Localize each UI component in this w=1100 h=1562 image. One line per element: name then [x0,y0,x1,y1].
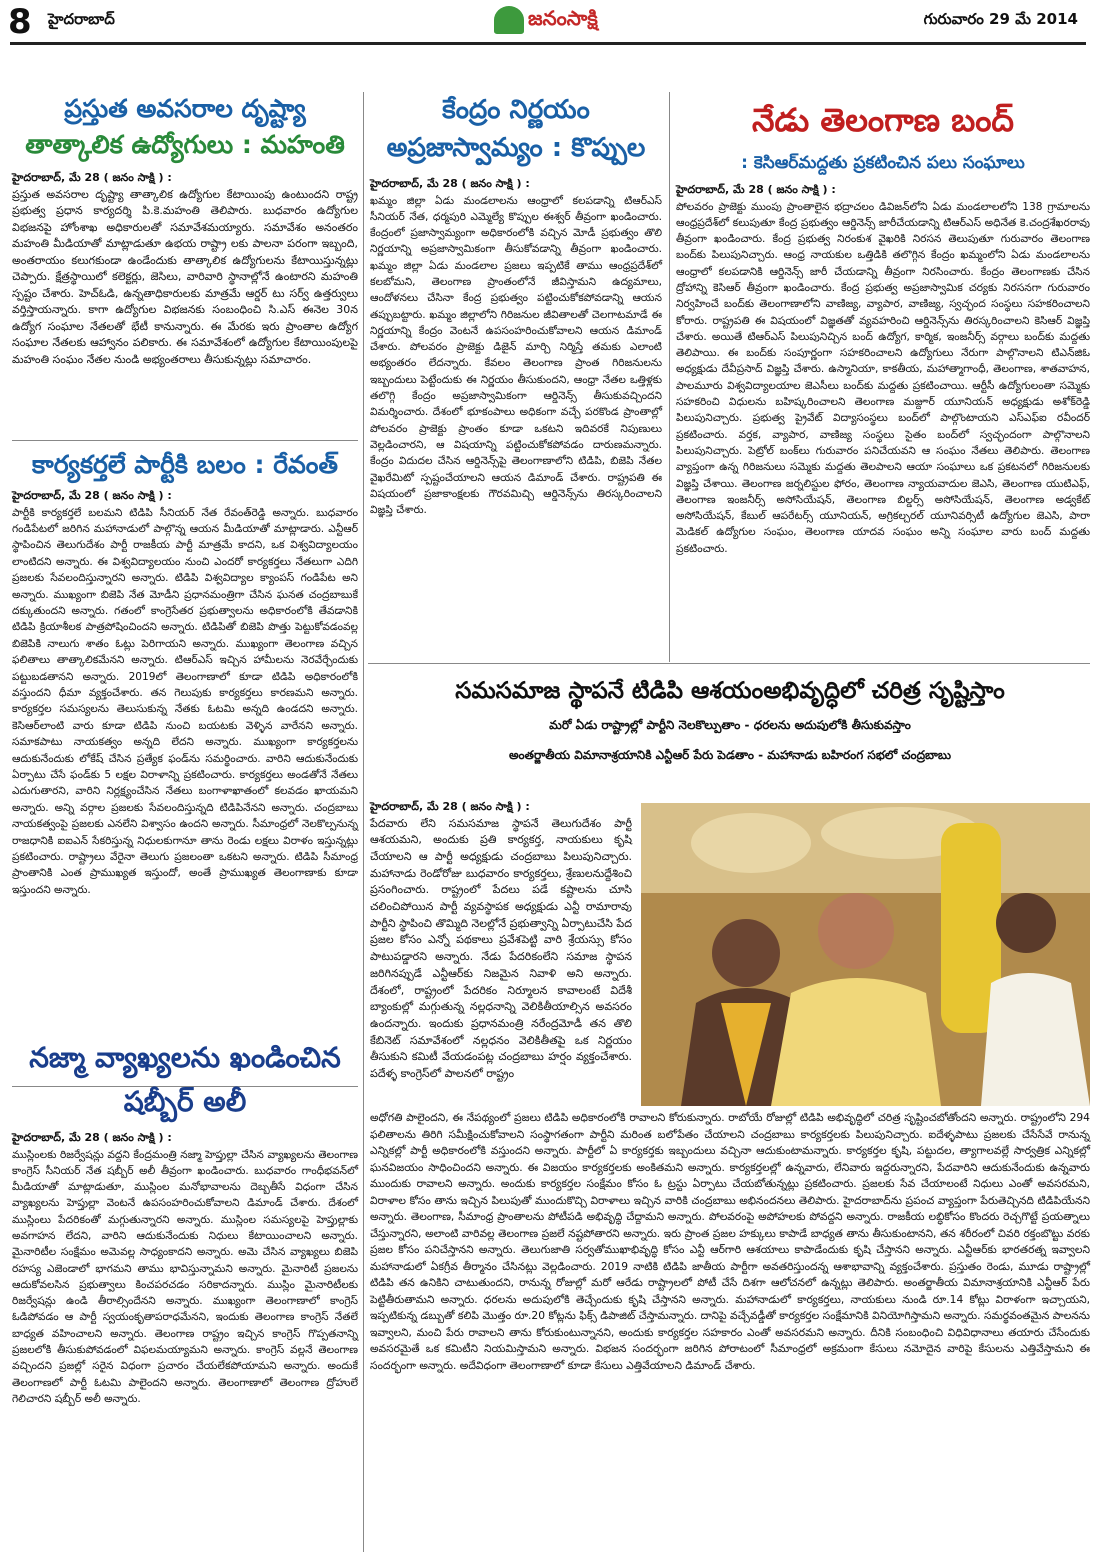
article-title: కేంద్రం నిర్ణయం [442,95,590,125]
article-title: నజ్మా వ్యాఖ్యలను ఖండించిన [29,1041,341,1074]
article-body: పోలవరం ప్రాజెక్టు ముంపు ప్రాంతాలైన భద్రాచలం డివిజన్‌లోని ఏడు మండలాలలోని 138 గ్రామాలను ఆంధ్రప్రదేశ్‌లో కలుపుతూ కేంద్ర ప్రభుత్వం ఆర్డినెన్స్‌ జారీచేయడాన్ని టిఆర్‌ఎస్‌ అధినేత కె.చంద్రశేఖరరావు తీవ్రంగా ఖండించారు. కేంద్ర ప్రభుత్వ నిరంకుశ వైఖరికి నిరసన తెలుపుతూ గురువారం తెలంగాణ బంద్‌కు పిలుపునిచ్చారు. ఆంధ్ర నాయకుల ఒత్తిడికి తలొగ్గిన కేంద్రం ఖమ్మంలోని ఏడు మండలాలను ఆంధ్రాలో కలపడానికి ఆర్డినెన్స్‌ జారీ చేయడాన్ని తీవ్రంగా నిరసించారు. కేంద్రం తెలంగాణకు చేసిన ద్రోహాన్ని కెసిఆర్‌ తీవ్రంగా ఖండించారు. కేంద్ర ప్రభుత్వ అప్రజాస్వామిక చర్యకు నిరసనగా గురువారం నిర్వహించే బంద్‌కు తెలంగాణాలోని వాణిజ్య, వ్యాపార, వాణిజ్య, స్వచ్ఛంద సంస్థలు సహకరించాలని కోరారు. రాష్ట్రపతి ఈ విషయంలో విజ్ఞతతో వ్యవహరించి ఆర్డినెన్స్‌ను తిరస్కరించాలని కెసిఆర్‌ విజ్ఞప్తి చేశారు. అయితే టిఆర్‌ఎస్‌ పిలుపునిచ్చిన బంద్‌ ఉద్యోగ, కార్మిక, ఇంజనీర్స్‌ వర్గాలు బంద్‌కు మద్దతు తెలిపాయి. ఈ బంద్‌కు సంపూర్ణంగా సహకరించాలని ఉద్యోగులు నేరుగా పాల్గొనాలని టిఎన్‌జిఓ అధ్యక్షుడు దేవీప్రసాద్‌ విజ్ఞప్తి చేశారు. ఉస్మానియా, కాకతీయ, మహాత్మాగాంధీ, తెలంగాణ, శాతవాహన, పాలమూరు విశ్వవిద్యాలయాల జెఎసీలు బంద్‌కు మద్దతు ప్రకటించాయి. ఆర్టీసీ ఉద్యోగులంతా సమ్మెకు సహకరించి విధులను బహిష్కరించాలని తెలంగాణ మజ్దూర్‌ యూనియన్‌ అధ్యక్షుడు అశోక్‌రెడ్డి పిలుపునిచ్చారు. ప్రభుత్వ ప్రైవేట్‌ విద్యాసంస్థలు బంద్‌లో పాల్గొంటాయని ఎస్‌ఎఫ్‌ఐ రవీందర్‌ ప్రకటించారు. వర్తక, వ్యాపార, వాణిజ్య సంస్థలు సైతం బంద్‌లో స్వచ్ఛందంగా పాల్గొనాలని పిలుపునిచ్చారు. పెట్రోల్‌ బంక్‌లు గురువారం పనిచేయవని ఆ సంఘం నేతలు తెలిపారు. తెలంగాణ వ్యాప్తంగా ఉన్న గిరిజనులు సమ్మెకు మద్దతు తెలపాలని ఆయా సంఘాలు ఒక ప్రకటనలో గిరిజనులకు విజ్ఞప్తి చేశాయి. తెలంగాణ జర్నలిస్టుల ఫోరం, తెలంగాణ న్యాయవాదుల జెఎసి, తెలంగాణ యుటిఎఫ్‌, తెలంగాణ ఇంజనీర్స్‌ అసోసియేషన్‌, తెలంగాణ బిల్డర్స్‌ అసోసియేషన్‌, తెలంగాణ అడ్వకేట్‌ అసోసియేషన్‌, కేబుల్‌ ఆపరేటర్స్‌ యూనియన్‌, అగ్రికల్చరల్‌ యూనివర్సిటీ ఉద్యోగుల జెఎసి, పారా మెడికల్‌ ఉద్యోగుల సంఘం, తెలంగాణ యాదవ సంఘం అన్ని సంఘాల వారు బంద్‌ మద్దతు ప్రకటించారు. [676,200,1090,555]
article-byline: హైదరాబాద్‌, మే 28 ( జనం సాక్షి ) : [370,800,530,813]
chandrababu-photo [641,803,1090,1106]
lead-headline: సమసమాజ స్థాపనే టిడిపి ఆశయంఅభివృద్ధిలో చరిత్ర సృష్టిస్తాం [455,678,1005,704]
page-number: 8 [8,2,32,42]
city-label: హైదరాబాద్ [48,10,115,28]
issue-date: గురువారం 29 మే 2014 [923,10,1078,28]
article-body: పేదవారు లేని సమసమాజ స్థాపనే తెలుగుదేశం పార్టీ ఆశయమని, అందుకు ప్రతి కార్యకర్త, నాయకులు కృషి చేయాలని ఆ పార్టీ అధ్యక్షుడు చంద్రబాబు పిలుపునిచ్చారు. మహానాడు రెండోరోజు బుధవారం కార్యకర్తలు, శ్రేణులనుద్దేశించి ప్రసంగించారు. రాష్ట్రంలో పేదలు పడే కష్టాలను చూసి చలించిపోయిన పార్టీ వ్యవస్థాపక అధ్యక్షుడు ఎన్టీ రామారావు పార్టీని స్థాపించి తొమ్మిది నెలల్లోనే ప్రభుత్వాన్ని ఏర్పాటుచేసి పేద ప్రజల కోసం ఎన్నో పథకాలు ప్రవేశపెట్టి వారి శ్రేయస్సు కోసం పాటుపడ్డారని అన్నారు. నేడు పేదరికంలేని సమాజ స్థాపన జరిగినప్పుడే ఎన్టీఆర్‌కు నిజమైన నివాళి అని అన్నారు. దేశంలో, రాష్ట్రంలో పేదరికం నిర్మూలన కావాలంటే విదేశీ బ్యాంకుల్లో మగ్గుతున్న నల్లధనాన్ని వెలికితీయాల్సిన అవసరం ఉందన్నారు. ఇందుకు ప్రధానమంత్రి నరేంద్రమోడీ తన తొలి కేబినెట్‌ సమావేశంలో నల్లధనం వెలికితీతపై ఒక నిర్ణయం తీసుకుని కమిటీ వేయడంపట్ల చంద్రబాబు హర్షం వ్యక్తంచేశారు. పదేళ్ళ కాంగ్రెస్‌లో పాలనలో రాష్ట్రం [370,816,632,1081]
article-body: పార్టీకి కార్యకర్తలే బలమని టిడిపి సీనియర్‌ నేత రేవంత్‌రెడ్డి అన్నారు. బుధవారం గండిపేటలో జరిగిన మహానాడులో పాల్గొన్న ఆయన మీడియాతో మాట్లాడారు. ఎన్టీఆర్‌ స్థాపించిన తెలుగుదేశం పార్టీ రాజకీయ పార్టీ మాత్రమే కాదని, ఒక విశ్వవిద్యాలయం లాంటిదని అన్నారు. ఈ విశ్వవిద్యాలయం నుంచి ఎందరో కార్యకర్తలు నేతలుగా ఎదిగి ప్రజలకు సేవలందిస్తున్నారని అన్నారు. టిడిపి విశ్వవిద్యాల క్యాంపస్‌ గండిపేట అని అన్నారు. ముఖ్యంగా బిజెపి నేత మోడీని ప్రధానమంత్రిగా చేసిన ఘనత చంద్రబాబుకే దక్కుతుందని అన్నారు. గతంలో కాంగ్రెసేతర ప్రభుత్వాలను అధికారంలోకి తేవడానికి టిడిపి క్రియాశీలక పాత్రపోషించిందని అన్నారు. టిడిపితో బిజెపి పొత్తు పెట్టుకోవడంవల్ల బిజెపికి నాలుగు శాతం ఓట్లు పెరిగాయని అన్నారు. ముఖ్యంగా తెలంగాణ వచ్చిన ఫలితాలు తాత్కాలికమేనని అన్నారు. టిఆర్‌ఎస్‌ ఇచ్చిన హామీలను నెరవేర్చేందుకు పట్టుబడతానని అన్నారు. 2019లో తెలంగాణాలో కూడా టిడిపి అధికారంలోకి వస్తుందని ధీమా వ్యక్తంచేశారు. తన గెలుపుకు కార్యకర్తలు కారణమని అన్నారు. కార్యకర్తల సమస్యలను తెలుసుకున్న నేతకు ఓటమి అన్నది ఉండదని అన్నారు. కెసిఆర్‌లాంటి వారు కూడా టిడిపి నుంచి బయటకు వెళ్ళిన వారేనని అన్నారు. సమాకపాటు నాయకత్వం అన్నది లేదని అన్నారు. ముఖ్యంగా కార్యకర్తలను ఆదుకునేందుకు లోకేష్‌ చేసిన ప్రత్యేక ఫండ్‌ను సమర్థించారు. వారిని ఆదుకునేందుకు ఏర్పాటు చేసే ఫండ్‌కు 5 లక్షల విరాళాన్ని ప్రకటించారు. కార్యకర్తలు అండతోనే నేతలు ఎదుగుతారని, వారిని నిర్లక్ష్యంచేసిన నేతలు బంగాళాఖాతంలో కలవడం ఖాయమని అన్నారు. అన్ని వర్గాల ప్రజలకు సేవలందిస్తున్నది టిడిపినేనని అన్నారు. చంద్రబాబు నాయకత్వంపై ప్రజలకు ఎనలేని విశ్వాసం ఉందని అన్నారు. సీమాంధ్రలో నెలకొల్పనున్న రాజధానికి ఐఐఎన్‌ సేకరిస్తున్న నిధులకుగానూ తాను రెండు లక్షలు విరాళం ఇస్తున్నట్లు ప్రకటించారు. రాష్ట్రాలు వేరైనా తెలుగు ప్రజలంతా ఒకటని అన్నారు. టిడిపి సీమాంధ్ర ప్రాంతానికి ఎంత ప్రాముఖ్యత ఇస్తుందో, అంతే ప్రాముఖ్యత తెలంగాణాకు కూడా ఇస్తుందని అన్నారు. [12,506,358,896]
article-body: అధోగతి పాలైందని, ఈ నేపథ్యంలో ప్రజలు టిడిపి అధికారంలోకి రావాలని కోరుకున్నారు. రాబోయే రోజుల్లో టిడిపి అభివృద్ధిలో చరిత్ర సృష్టించబోతోందని అన్నారు. రాష్ట్రంలోని 294 ఫలితాలను తిరిగి సమీక్షించుకోవాలని సంస్థాగతంగా పార్టీని మరింత బలోపేతం చేయాలని చంద్రబాబు కార్యకర్తలకు పిలుపునిచ్చారు. ఐదేళ్ళపాటు ప్రజలకు చేసేసేవే రానున్న ఎన్నికల్లో పార్టీ అధికారంలోకి వస్తుందని అన్నారు. పార్టీలో ఏ కార్యకర్తకు ఇబ్బందులు వచ్చినా ఆదుకుంటామన్నారు. కార్యకర్తల కృషి, పట్టుదల, త్యాగాలవల్లే సార్వత్రిక ఎన్నికల్లో ఘనవిజయం సాధించిందని అన్నారు. ఈ విజయం కార్యకర్తలకు అంకితమని అన్నారు. కార్యకర్తలల్లో ఉన్నవారు, లేనివారు ఇద్దరున్నారని, పేదవారిని ఆదుకునేందుకు ఉన్నవారు ముందుకు రావాలని అన్నారు. అందుకు కార్యకర్తల సంక్షేమం కోసం ఓ ట్రస్టు ఏర్పాటు చేయబోతున్నట్లు ప్రకటించారు. ప్రజలకు సేవ చేయాలంటే నిధులు ఎంతో అవసరమని, విరాళాల కోసం తాను ఇచ్చిన పిలుపుతో ముందుకొచ్చి విరాళాలు ఇచ్చిన వారికి చంద్రబాబు అభినందనలు తెలిపారు. హైదరాబాద్‌ను ప్రపంచ వ్యాప్తంగా పేరుతెచ్చినది టిడిపియేనని అన్నారు. తెలంగాణ, సీమాంధ్ర ప్రాంతాలను పోటీపడి అభివృద్ధి చేద్దామని అన్నారు. పోలవరంపై అపోహలకు పోవద్దని అన్నారు. రాజకీయ లబ్ధికోసం కొందరు రెచ్చగొట్టే ప్రయత్నాలు చేస్తున్నారని, అలాంటి వారివల్ల తెలంగాణ ప్రజలే నష్టపోతారని అన్నారు. ఇరు ప్రాంత ప్రజల హక్కులు కాపాడే బాధ్యత తాను తీసుకుంటానని, తన శరీరంలో చివరి రక్తంబొట్టు వరకు ప్రజల కోసం పనిచేస్తానని అన్నారు. తెలుగుజాతి సర్వతోముఖాభివృద్ధి కోసం ఎన్టీ ఆర్‌గారి ఆశయాలు కాపాడేందుకు కృషి చేస్తానని అన్నారు. ఎన్టీఆర్‌కు భారతరత్న ఇవ్వాలని మహానాడులో ఏకగ్రీవ తీర్మానం చేసినట్లు వెల్లడించారు. 2019 నాటికి టిడిపి జాతీయ పార్టీగా అవతరిస్తుందన్న ఆశాభావాన్ని వ్యక్తంచేశారు. ప్రస్తుతం రెండు, మూడు రాష్ట్రాల్లో టిడిపి తన ఉనికిని చాటుతుందని, రానున్న రోజుల్లో మరో ఆరేడు రాష్ట్రాలలో పోటీ చేసే దిశగా ఆలోచనలో ఉన్నట్లు తెలిపారు. అంతర్జాతీయ విమానాశ్రయానికి ఎన్టీఆర్‌ పేరు పెట్టితీరుతామని అన్నారు. ధరలను అదుపులోకి తెచ్చేందుకు కృషి చేస్తానని అన్నారు. మహానాడులో కార్యకర్తలు, నాయకులు నుండి రూ.14 కోట్లు విరాళంగా ఇచ్చాయని, ఇప్పటికున్న డబ్బుతో కలిపి మొత్తం రూ.20 కోట్లను ఫిక్స్‌ డిపాజిట్‌ చేస్తామన్నారు. దానిపై వచ్చేవడ్డీతో కార్యకర్తల సంక్షేమానికి వినియోగిస్తామని అన్నారు. సమర్థవంతమైన పాలనను ఇవ్వాలని, మంచి పేరు రావాలని తాను కోరుకుంటున్నానని, అందుకు కార్యకర్తల సహకారం ఎంతో అవసరమని అన్నారు. దీనికి సంబంధించి విధివిధానాలు తయారు చేసేందుకు అవసరమైతే ఒక కమిటీని నియమిస్తామని అన్నారు. విభజన సందర్భంగా జరిగిన పోరాటంలో సీమాంధ్రలో అక్రమంగా కేసులు నమోదైన వారిపై కేసులను ఎత్తివేస్తామని ఈ సందర్భంగా అన్నారు. అదేవిధంగా తెలంగాణాలో కూడా కేసులు ఎత్తివేయాలని డిమాండ్‌ చేశారు. [370,1111,1090,1372]
article-byline: హైదరాబాద్‌, మే 28 ( జనం సాక్షి ) : [370,177,530,190]
lead-story-header [370,670,1090,772]
article-divider [368,663,1090,664]
newspaper-logo [494,2,598,38]
article-title: అప్రజాస్వామ్యం : కొప్పుల [386,133,646,163]
article-mahanti [12,92,358,368]
article-title: కార్యకర్తలే పార్టీకి బలం : రేవంత్‌ [32,450,338,479]
article-body: ముస్లింలకు రిజర్వేషన్లు వద్దని కేంద్రమంత్రి నజ్మా హెప్తుల్లా చేసిన వ్యాఖ్యలను తెలంగాణ కాంగ్రెస్‌ సీనియర్‌ నేత షబ్బీర్‌ అలీ తీవ్రంగా ఖండించారు. బుధవారం గాంధీభవన్‌లో మీడియాతో మాట్లాడుతూ, ముస్లింల మనోభావాలను దెబ్బతీసే విధంగా చేసిన వ్యాఖ్యలను హెప్తుల్లా వెంటనే ఉపసంహరించుకోవాలని డిమాండ్‌ చేశారు. దేశంలో ముస్లింలు పేదరికంతో మగ్గుతున్నారని అన్నారు. ముస్లింల సమస్యలపై హెప్తుల్లాకు అవగాహన లేదని, వారిని ఆదుకునేందుకు నిధులు కేటాయించాలని అన్నారు. మైనారిటీల సంక్షేమం అమెవల్ల సాధ్యంకాదని అన్నారు. అమె చేసిన వ్యాఖ్యలు బిజెపి రహస్య ఎజెండాలో భాగమని తాము భావిస్తున్నామని అన్నారు. మైనారిటీ ప్రజలను ఆదుకోవలసిన ప్రభుత్వాలు కించపరచడం సరికాదన్నారు. ముస్లిం మైనారిటీలకు రిజర్వేషన్లు ఉండి తీరాల్సిందేనని అన్నారు. ముఖ్యంగా తెలంగాణాలో కాంగ్రెస్‌ ఓడిపోవడం ఆ పార్టీ స్వయంకృతాపరాధమేనని, ఇందుకు తెలంగాణ కాంగ్రెస్‌ నేతలే బాధ్యత వహించాలని అన్నారు. తెలంగాణ రాష్ట్రం ఇచ్చిన కాంగ్రెస్‌ గొప్పతనాన్ని ప్రజలలోకి తీసుకుపోవడంలో విఫలమయ్యామని అన్నారు. కాంగ్రెస్‌ వల్లనే తెలంగాణ వచ్చిందని ప్రజల్లో సరైన విధంగా ప్రచారం చేయలేకపోయామని అన్నారు. అందుకే తెలంగాణలో పార్టీ ఓటమి పాలైందని అన్నారు. తెలంగాణాలో తెలంగాణ ద్రోహులే గెలిచారని షబ్బీర్‌ అలీ అన్నారు. [12,1148,358,1405]
article-title: ప్రస్తుత అవసరాల దృష్ట్యా [64,94,306,123]
article-title: తాత్కాలిక ఉద్యోగులు : మహంతి [25,130,345,159]
article-body: ఖమ్మం జిల్లా ఏడు మండలాలను ఆంధ్రాలో కలపడాన్ని టిఆర్‌ఎస్‌ సీనియర్‌ నేత, ధర్మపురి ఎమ్మెల్యే కొప్పుల ఈశ్వర్‌ తీవ్రంగా ఖండించారు. కేంద్రంలో ప్రజాస్వామ్యంగా అధికారంలోకి వచ్చిన మోడీ ప్రభుత్వం తొలి నిర్ణయాన్ని అప్రజాస్వామికంగా తీసుకోవడాన్ని తీవ్రంగా ఖండించారు. ఖమ్మం జిల్లా ఏడు మండలాల ప్రజలు ఇప్పటికే తాము ఆంధ్రప్రదేశ్‌లో కలబోమని, తెలంగాణ ప్రాంతంలోనే జీవిస్తామని ఉద్యమాలు, ఆందోళనలు చేసినా కేంద్ర ప్రభుత్వం పట్టించుకోకపోవడాన్ని ఆయన తప్పుబట్టారు. ఖమ్మం జిల్లాలోని గిరిజనుల జీవితాలతో చెలగాటమాడే ఈ నిర్ణయాన్ని కేంద్రం వెంటనే ఉపసంహరించుకోవాలని ఆయన డిమాండ్‌ చేశారు. పోలవరం ప్రాజెక్టు డిజైన్‌ మార్చి నిర్మిస్తే తమకు ఎలాంటి అభ్యంతరం లేదన్నారు. కేవలం తెలంగాణ ప్రాంత గిరిజనులను ఇబ్బందులు పెట్టేందుకు ఈ నిర్ణయం తీసుకుందని, ఆంధ్రా నేతల ఒత్తిళ్లకు తలొగ్గి కేంద్రం అప్రజాస్వామికంగా ఆర్డినెన్స్‌ తీసుకువచ్చిందని విమర్శించారు. దేశంలో భూకంపాలు అధికంగా వచ్చే పరకొండ ప్రాంతాల్లో పోలవరం ప్రాజెక్టు ప్రాంతం కూడా ఒకటని ఇదివరకే నిపుణులు వెల్లడించారని, ఆ విషయాన్ని పట్టించుకోకపోవడం దారుణమన్నారు. కేంద్రం విదుదల చేసిన ఆర్డినెన్స్‌పై తెలంగాణాలోని టిడిపి, బిజెపి నేతల వైఖరేమిటో స్పష్టంచేయాలని ఆయన డిమాండ్‌ చేశారు. రాష్ట్రపతి ఈ విషయంలో ప్రజాకాంక్షలకు గౌరవమిచ్చి ఆర్డినెన్స్‌ను తిరస్కరించాలని విజ్ఞప్తి చేశారు. [370,194,662,517]
lead-deck: అంతర్జాతీయ విమానాశ్రయానికి ఎన్టీఆర్‌ పేరు పెడతాం - మహానాడు బహిరంగ సభలో చంద్రబాబు [508,748,952,762]
article-divider [12,440,358,441]
photo-illustration [641,803,1090,1106]
article-byline: హైదరాబాద్‌, మే 28 ( జనం సాక్షి ) : [12,489,172,502]
article-title: షబ్బీర్‌ అలీ [123,1085,247,1118]
leaf-icon [494,6,524,34]
article-title: నేడు తెలంగాణ బంద్‌ [751,101,1015,139]
column-divider [363,92,364,662]
article-subtitle: : కెసిఆర్‌మద్దతు ప్రకటించిన పలు సంఘాలు [741,153,1025,173]
article-revanth [12,446,358,898]
article-byline: హైదరాబాద్‌, మే 28 ( జనం సాక్షి ) : [12,1131,172,1144]
column-divider [363,662,364,1552]
header-rule [10,42,1086,45]
article-byline: హైదరాబాద్‌, మే 28 ( జనం సాక్షి ) : [12,171,172,184]
article-body: ప్రస్తుత అవసరాల దృష్ట్యా తాత్కాలిక ఉద్యోగుల కేటాయింపు ఉంటుందని రాష్ట్ర ప్రభుత్వ ప్రధాన కార్యదర్శి పి.కె.మహంతి తెలిపారు. బుధవారం ఉద్యోగుల విభజనపై హోంశాఖ అధికారులతో సమావేశమయ్యారు. సమావేశం అనంతరం మహంతి మీడియాతో మాట్లాడుతూ ఉభయ రాష్ట్రా లకు పాలనా పరంగా ఇబ్బంది, అంతరాయం కలుగకుండా ఉండేందుకు తాత్కాలిక ఉద్యోగులను కేటాయిస్తున్నట్లు చెప్పారు. క్షేత్రస్థాయిలో కలెక్టర్లు, జెసిలు, వారివారి స్థానాల్లోనే ఉంటారని మహంతి స్పష్టం చేశారు. హెచ్‌ఓడి, ఉన్నతాధికారులకు మాత్రమే ఆర్డర్‌ టు సర్వ్‌ ఉత్తర్వులు వర్తిస్తాయన్నారు. కాగా ఉద్యోగుల విభజనకు సంబంధించి సి.ఎస్‌ ఈనెల 30న ఉద్యోగ సంఘాల నేతలతో భేటీ కానున్నారు. ఈ మేరకు ఇరు ప్రాంతాల ఉద్యోగ సంఘాల నేతలకు ఆహ్వానం పలికారు. ఈ సమావేశంలో ఉద్యోగుల కేటాయింపులపై మహంతి సంఘం నేతల నుండి అభ్యంతరాలు తీసుకున్నట్లు సమాచారం. [12,187,358,366]
article-byline: హైదరాబాద్‌, మే 28 ( జనం సాక్షి ) : [676,183,836,196]
lead-story-column [370,799,632,1083]
lead-deck: మరో ఏడు రాష్ట్రాల్లో పార్టీని నెలకొల్పుతాం - ధరలను అదుపులోకి తీసుకువస్తాం [549,718,911,732]
masthead [0,0,1100,92]
article-koppula [370,92,662,518]
column-divider [669,92,670,662]
lead-story-continuation [370,1110,1090,1374]
article-shabbir [12,1036,358,1407]
article-bandh [676,92,1090,557]
newspaper-name: జనంసాక్షి [528,5,598,30]
